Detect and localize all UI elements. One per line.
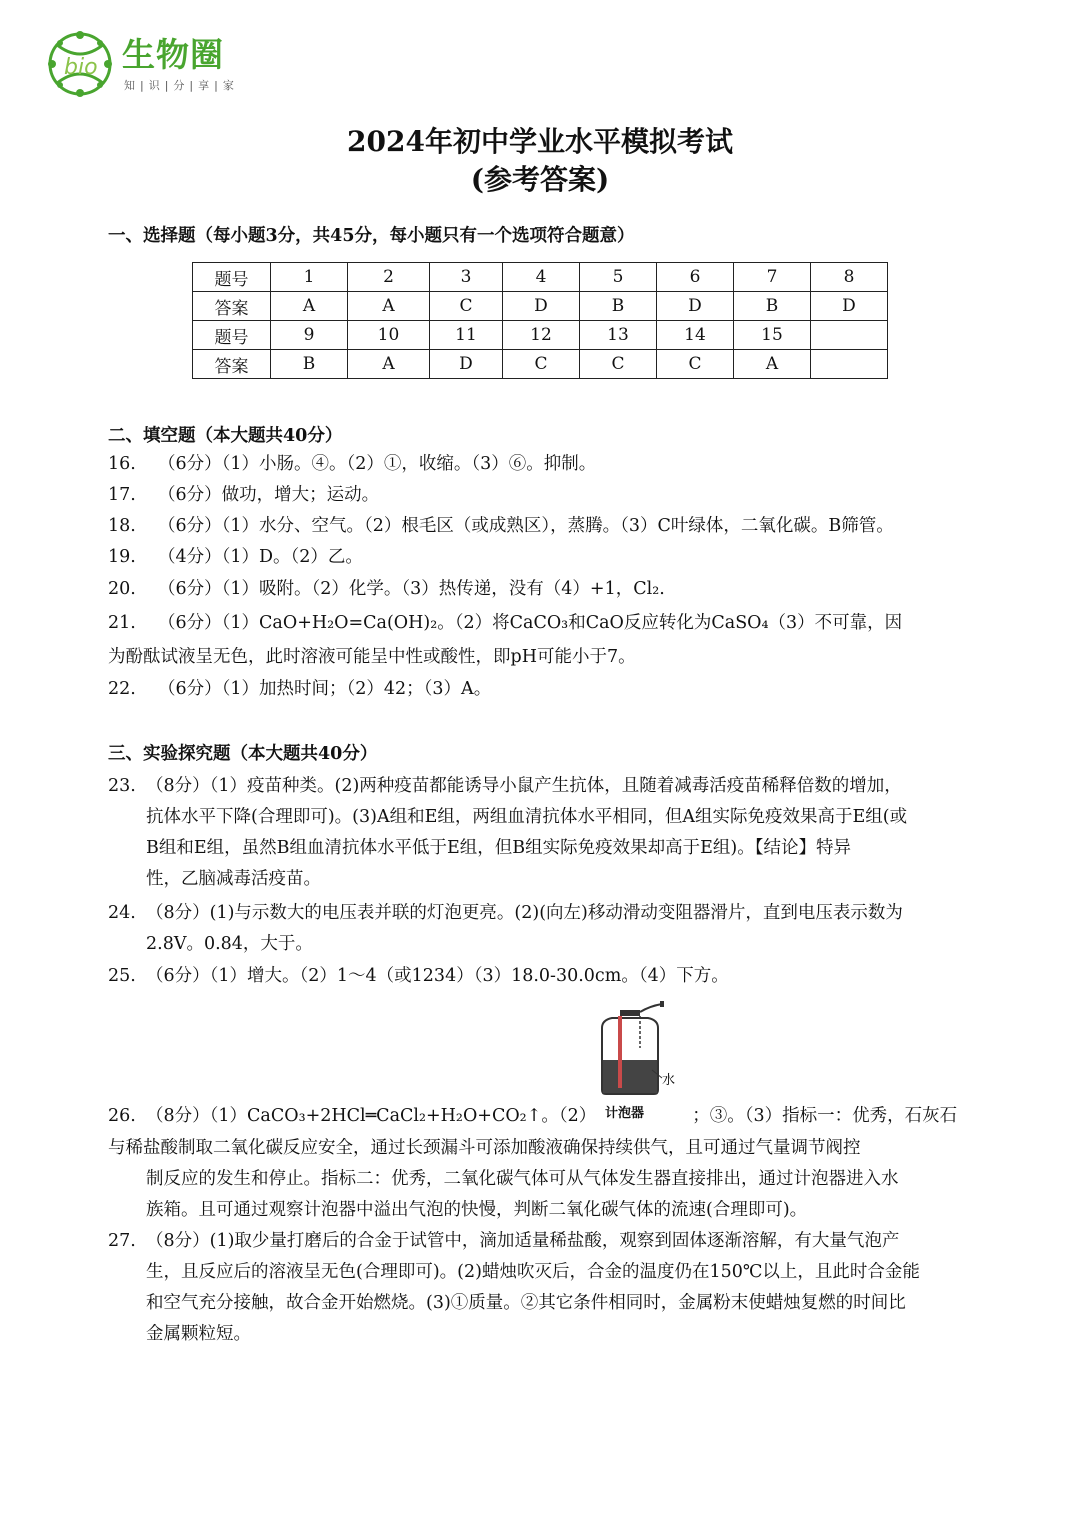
answer-table-cell: 7 [734,263,811,292]
fill-item-19 [108,544,363,570]
item-text: （8分）(1)与示数大的电压表并联的灯泡更亮。(2)(向左)移动滑动变阻器滑片，直到电压表示数为 [146,903,903,923]
answer-table-cell: 6 [657,263,734,292]
fill-item-20 [108,576,665,602]
figure-water-label: 水 [662,1073,676,1088]
fill-item-16 [108,451,596,477]
answer-table-cell: 13 [580,321,657,350]
item-number: 20. [108,579,136,599]
brand-name: 生物圈 [122,35,224,74]
answer-table-row-header: 题号 [193,321,271,350]
answer-table-cell: B [734,292,811,321]
figure-caption: 计泡器 [605,1106,645,1121]
answer-table-row [193,350,888,379]
item-text: （8分）（1）疫苗种类。(2)两种疫苗都能诱导小鼠产生抗体，且随着减毒活疫苗稀释倍数的增加， [146,776,902,796]
brand-slogan: 知|识|分|享|家 [124,79,239,92]
fill-item-21 [108,610,902,636]
answer-table-cell: A [348,292,430,321]
answer-table-cell: C [430,292,503,321]
answer-table-row-header: 题号 [193,263,271,292]
answer-table-cell: 8 [811,263,888,292]
answer-table-cell: 11 [430,321,503,350]
q26-line4: 族箱。且可通过观察计泡器中溢出气泡的快慢，判断二氧化碳气体的流速(合理即可)。 [146,1200,808,1220]
answer-table-cell: C [657,350,734,379]
section3-heading: 三、实验探究题（本大题共40分） [108,744,378,764]
q26-line1 [108,1103,957,1129]
item-number: 23. [108,776,136,796]
answer-table-cell: D [657,292,734,321]
answer-table-row [193,321,888,350]
answer-table-cell: 2 [348,263,430,292]
page-title: 2024年初中学业水平模拟考试 [347,125,733,158]
answer-table-cell: 14 [657,321,734,350]
q24-line2: 2.8V。0.84，大于。 [146,934,313,954]
answer-table-cell: 5 [580,263,657,292]
answer-table [192,262,888,379]
item-number: 26. [108,1106,136,1126]
answer-table-cell: 1 [271,263,348,292]
item-text: （6分）（1）增大。（2）1～4（或1234）（3）18.0-30.0cm。（4）下方。 [146,966,729,986]
answer-table-cell: 12 [503,321,580,350]
section2-heading: 二、填空题（本大题共40分） [108,426,343,446]
q23-line1 [108,773,902,799]
item-number: 25. [108,966,136,986]
q27-line3: 和空气充分接触，故合金开始燃烧。(3)①质量。②其它条件相同时，金属粉末使蜡烛复燃的时间比 [146,1293,906,1313]
answer-table-cell: 3 [430,263,503,292]
answer-table-cell: D [811,292,888,321]
answer-table-cell: A [348,350,430,379]
item-text: （6分）（1）吸附。（2）化学。（3）热传递，没有（4）+1，Cl₂. [158,579,665,599]
item-text: 为酚酞试液呈无色，此时溶液可能呈中性或酸性，即pH可能小于7。 [108,647,636,667]
answer-table-cell: 10 [348,321,430,350]
item-text: （4分）（1）D。（2）乙。 [158,547,363,567]
q23-line3: B组和E组，虽然B组血清抗体水平低于E组，但B组实际免疫效果却高于E组)。【结论】特异 [146,838,851,858]
answer-table-row-header: 答案 [193,292,271,321]
item-text: （6分）（1）水分、空气。（2）根毛区（或成熟区），蒸腾。（3）C叶绿体，二氧化碳。B筛管。 [158,516,894,536]
logo-mark-text: bio [64,55,98,80]
fill-item-17 [108,482,379,508]
q23-line4: 性，乙脑减毒活疫苗。 [146,869,321,889]
item-text: （6分）（1）加热时间；（2）42；（3）A。 [158,679,492,699]
q26-line2: 与稀盐酸制取二氧化碳反应安全，通过长颈漏斗可添加酸液确保持续供气，且可通过气量调节阀控 [108,1138,861,1158]
section1-heading: 一、选择题（每小题3分，共45分，每小题只有一个选项符合题意） [108,226,635,246]
answer-table-cell: C [580,350,657,379]
fill-item-21-cont [108,644,636,670]
answer-table-cell: A [271,292,348,321]
answer-table-cell: 15 [734,321,811,350]
q27-line1 [108,1228,899,1254]
q27-line4: 金属颗粒短。 [146,1324,251,1344]
item-number: 21. [108,613,136,633]
answer-table-cell: D [430,350,503,379]
answer-table-cell: 4 [503,263,580,292]
item-number: 24. [108,903,136,923]
answer-table-cell: D [503,292,580,321]
q24-line1 [108,900,903,926]
fill-item-22 [108,676,491,702]
answer-table-row [193,263,888,292]
answer-table-cell: 9 [271,321,348,350]
answer-table-cell [811,350,888,379]
item-text: （6分）（1）CaO+H₂O=Ca(OH)₂。（2）将CaCO₃和CaO反应转化为CaSO₄（3）不可靠，因 [158,613,903,633]
item-text: （8分）（1）CaCO₃+2HCl═CaCl₂+H₂O+CO₂↑。（2） [146,1106,597,1126]
answer-table-row [193,292,888,321]
item-text: （6分）（1）小肠。④。（2）①，收缩。（3）⑥。抑制。 [158,454,597,474]
page-subtitle: (参考答案) [470,163,610,196]
answer-table-cell: A [734,350,811,379]
item-text: （6分）做功，增大；运动。 [158,485,380,505]
answer-table-row-header: 答案 [193,350,271,379]
q25-line [108,963,729,989]
answer-table-cell: C [503,350,580,379]
q26-line3: 制反应的发生和停止。指标二：优秀，二氧化碳气体可从气体发生器直接排出，通过计泡器进入水 [146,1169,899,1189]
answer-table-cell [811,321,888,350]
answer-table-cell: B [580,292,657,321]
item-number: 17. [108,485,136,505]
item-text: ；③。（3）指标一：优秀，石灰石 [692,1106,958,1126]
item-number: 18. [108,516,136,536]
fill-item-18 [108,513,894,539]
q23-line2: 抗体水平下降(合理即可)。(3)A组和E组，两组血清抗体水平相同，但A组实际免疫效果高于E组(或 [146,807,908,827]
answer-table-cell: B [271,350,348,379]
q27-line2: 生，且反应后的溶液呈无色(合理即可)。(2)蜡烛吹灭后，合金的温度仍在150℃以上，且此时合金能 [146,1262,920,1282]
item-number: 19. [108,547,136,567]
item-text: （8分）(1)取少量打磨后的合金于试管中，滴加适量稀盐酸，观察到固体逐渐溶解，有大量气泡产 [146,1231,900,1251]
item-number: 16. [108,454,136,474]
item-number: 27. [108,1231,136,1251]
item-number: 22. [108,679,136,699]
